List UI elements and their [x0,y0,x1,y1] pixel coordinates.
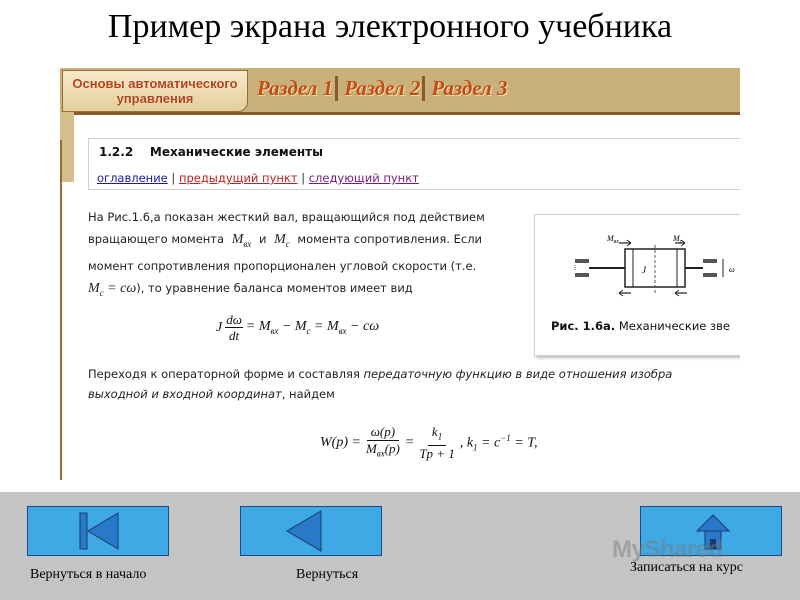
watermark: MyShared [612,536,723,563]
caption-number: Рис. 1.6а. [551,319,616,333]
formula-rhs [246,319,379,336]
paragraph-1-line-4 [88,277,528,304]
next-item-link[interactable]: следующий пункт [308,171,419,185]
nav-separator: | [171,171,176,185]
math-symbol: M [673,234,680,243]
math-part: (p) [384,441,400,456]
math-equals: = [404,434,415,450]
tab-razdel-3[interactable]: Раздел 3 [431,76,508,100]
math-subscript: вх [613,239,619,245]
paragraph-2-line-2 [88,384,740,404]
text-fragment-italic: передаточную функцию в виде отношения изобра [363,367,673,381]
text-fragment: и [258,232,267,246]
section-box [88,138,740,190]
section-tabs [255,76,510,101]
text-fragment: , найдем [281,387,335,401]
fraction-numerator: ω(p) [367,424,399,441]
logo-line-1: Основы автоматического [72,76,238,91]
label-m-vx [606,234,619,245]
fraction-numerator [428,424,446,446]
math-part: = c [477,435,501,451]
shaft-diagram [535,215,740,315]
paragraph-1 [88,206,528,304]
math-subscript: c [306,325,311,336]
back-arrow-icon [241,507,381,555]
icon-triangle [88,513,118,549]
text-fragment: ), то уравнение баланса моментов имеет вид [136,280,413,295]
math-part: M [365,441,377,456]
slide-title: Пример экрана электронного учебника [107,8,673,45]
fraction [225,312,243,343]
label-j: J [642,265,646,275]
math-subscript: вх [376,448,385,459]
section-heading: 1.2.2 Механические элементы [99,145,323,159]
math-part: = M [310,319,339,335]
caption-text: Механические зве [615,319,730,333]
math-superscript: −1 [500,433,511,444]
fraction-denominator [366,441,400,462]
tab-razdel-1[interactable]: Раздел 1 [255,76,338,101]
math-subscript: c [99,287,104,298]
nav-separator: | [301,171,306,185]
math-subscript: вх [243,238,252,249]
paragraph-1-line-2 [88,228,528,255]
go-to-start-button[interactable] [27,506,169,556]
fraction-numerator: dω [226,312,242,327]
section-nav [97,171,419,185]
math-m-c [274,232,290,247]
math-lhs: W(p) = [320,434,361,450]
math-m-vx [232,232,252,247]
math-subscript: c [285,238,290,249]
math-part: k [431,424,438,439]
enroll-course-label: Записаться на курс [630,560,743,575]
text-fragment-italic: выходной и входной координат [88,387,282,401]
math-part: = T, [510,435,538,451]
formula-moment-balance [216,312,379,343]
math-part: , k [459,435,474,451]
tab-razdel-2[interactable]: Раздел 2 [342,76,425,101]
textbook-logo[interactable] [62,70,248,112]
math-subscript: c [679,239,683,245]
logo-line-2: управления [116,91,194,106]
math-part: − cω [346,319,380,335]
math-subscript: вх [338,325,347,336]
formula-transfer-function [320,424,538,462]
math-symbol: M [607,234,614,243]
paragraph-2-line-1 [88,364,740,384]
text-fragment: вращающего момента [88,232,225,246]
bearing-left-top [575,259,589,263]
math-j: J [216,319,223,335]
previous-item-link[interactable]: предыдущий пункт [178,171,298,185]
label-omega: ω [729,265,735,274]
math-subscript: 1 [473,442,478,453]
header-accent-strip [60,112,74,182]
go-to-start-label: Вернуться в начало [30,567,147,582]
math-part: − M [278,319,307,335]
fraction-denominator: Tp + 1 [419,445,455,461]
fraction [366,424,400,462]
math-symbol: M [274,232,286,247]
back-button[interactable] [240,506,382,556]
skip-to-start-icon [28,507,168,555]
icon-bar [80,513,87,549]
bearing-right-top [703,259,717,263]
math-subscript: вх [270,325,279,336]
paragraph-2 [88,364,740,404]
icon-triangle [287,511,321,551]
paragraph-1-line-3: момент сопротивления пропорционален угловой скорости (т.е. [88,258,477,273]
math-tail [460,433,538,452]
textbook-header [60,68,740,115]
bearing-left-bottom [575,273,589,277]
toc-link[interactable]: оглавление [97,171,168,185]
back-label: Вернуться [296,567,359,582]
textbook-screen [60,68,740,480]
math-symbol: M [88,280,100,296]
textbook-left-rule [60,140,62,480]
math-subscript: 1 [437,431,443,442]
text-fragment: момента сопротивления. Если [297,232,483,246]
figure-caption [551,319,730,333]
figure-1-6a [534,214,740,356]
fraction-denominator: dt [229,328,240,343]
icon-house-roof [697,515,729,531]
paragraph-1-line-1: На Рис.1.6,а показан жесткий вал, вращающийся под действием [88,210,485,224]
fraction [419,424,455,462]
math-rest: = cω [103,280,137,296]
text-fragment: Переходя к операторной форме и составляя [88,367,364,381]
math-part: = M [245,319,271,335]
math-symbol: M [231,232,244,247]
math-mc-eq [88,281,136,296]
bearing-right-bottom [703,273,717,277]
